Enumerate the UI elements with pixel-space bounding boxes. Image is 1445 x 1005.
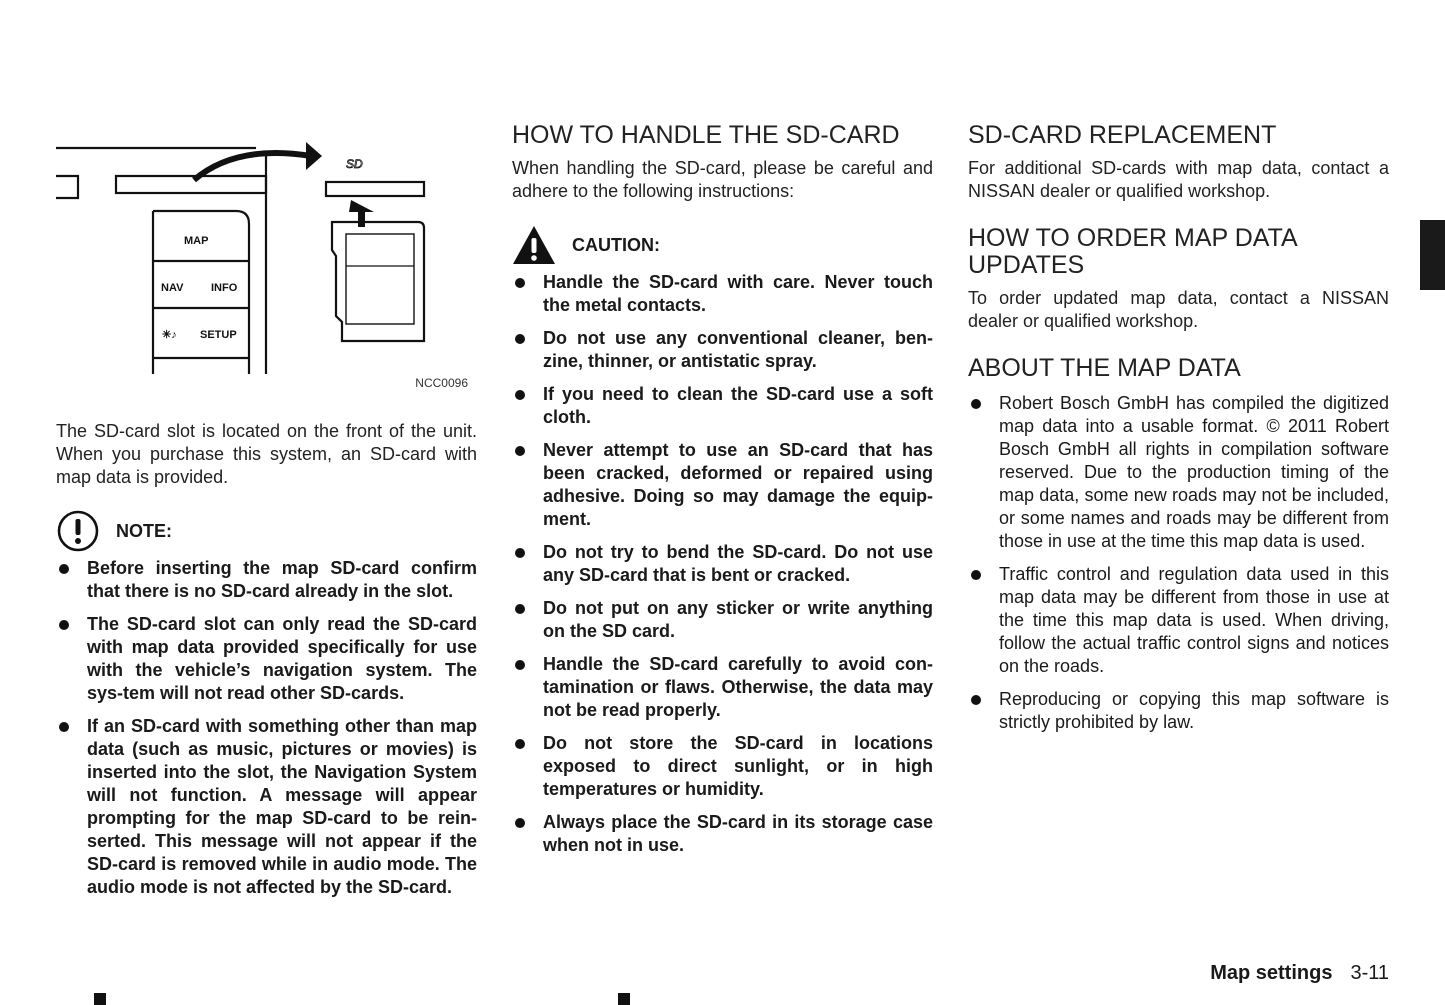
handle-sd-card-heading: HOW TO HANDLE THE SD-CARD bbox=[512, 121, 900, 149]
note-list bbox=[56, 557, 477, 899]
page-number: 3-11 bbox=[1350, 962, 1389, 984]
replacement-text: For additional SD-cards with map data, contact a NISSAN dealer or qualified workshop. bbox=[968, 158, 1389, 201]
caution-callout bbox=[512, 223, 933, 267]
list-item: If an SD-card with something other than map data (such as music, pictures or movies) is inserted into the slot, the Navigation System will not function. A message will appear prompting for the map SD-card to be rein-serted. This message will not appear if the SD-card is removed while in audio mode. The audio mode is not affected by the SD-card. bbox=[56, 715, 477, 899]
list-item: If you need to clean the SD-card use a soft cloth. bbox=[512, 383, 933, 429]
exclamation-circle-icon bbox=[56, 509, 100, 553]
list-item: Always place the SD-card in its storage case when not in use. bbox=[512, 811, 933, 857]
list-item: Before inserting the map SD-card confirm that there is no SD-card already in the slot. bbox=[56, 557, 477, 603]
warning-triangle-icon bbox=[512, 223, 556, 267]
crop-mark bbox=[618, 993, 630, 1005]
section-name: Map settings bbox=[1210, 962, 1333, 984]
figure-code: NCC0096 bbox=[415, 376, 468, 390]
note-callout bbox=[56, 509, 477, 553]
about-map-data-heading: ABOUT THE MAP DATA bbox=[968, 354, 1241, 382]
nav-button-label: NAV bbox=[161, 282, 184, 294]
chapter-tab bbox=[1420, 220, 1445, 290]
caution-list bbox=[512, 271, 933, 857]
note-label: NOTE: bbox=[116, 520, 172, 541]
list-item: Never attempt to use an SD-card that has been cracked, deformed or repaired using adhesive. Doing so may damage the equip-ment. bbox=[512, 439, 933, 531]
middle-column bbox=[512, 122, 933, 867]
brightness-icon: ✳♪ bbox=[162, 329, 177, 341]
list-item: Do not put on any sticker or write anything on the SD card. bbox=[512, 597, 933, 643]
list-item: Reproducing or copying this map software is strictly prohibited by law. bbox=[968, 688, 1389, 734]
list-item: Do not store the SD-card in locations exposed to direct sunlight, or in high temperatures or humidity. bbox=[512, 732, 933, 801]
sd-card-replacement-heading: SD-CARD REPLACEMENT bbox=[968, 121, 1277, 149]
list-item: Handle the SD-card carefully to avoid con-tamination or flaws. Otherwise, the data may not be read properly. bbox=[512, 653, 933, 722]
info-button-label: INFO bbox=[211, 282, 238, 294]
list-item: Handle the SD-card with care. Never touch the metal contacts. bbox=[512, 271, 933, 317]
list-item: Robert Bosch GmbH has compiled the digitized map data into a usable format. © 2011 Robert Bosch GmbH all rights in compilation software reserved. Due to the production timing of the map data, some new roads may not be included, or some names and roads may be different from those in use at the time this map data is used. bbox=[968, 392, 1389, 553]
left-column bbox=[56, 122, 477, 909]
setup-button-label: SETUP bbox=[200, 329, 237, 341]
list-item: Do not use any conventional cleaner, ben-zine, thinner, or antistatic spray. bbox=[512, 327, 933, 373]
handling-intro-text: When handling the SD-card, please be careful and adhere to the following instructions: bbox=[512, 158, 933, 201]
page-footer bbox=[1210, 962, 1389, 985]
order-map-data-heading: HOW TO ORDER MAP DATA UPDATES bbox=[968, 224, 1297, 279]
list-item: Do not try to bend the SD-card. Do not use any SD-card that is bent or cracked. bbox=[512, 541, 933, 587]
map-button-label: MAP bbox=[184, 235, 209, 247]
about-map-data-list bbox=[968, 392, 1389, 734]
right-column bbox=[968, 122, 1389, 744]
unit-diagram bbox=[56, 136, 476, 394]
crop-mark bbox=[94, 993, 106, 1005]
caution-label: CAUTION: bbox=[572, 234, 660, 255]
order-text: To order updated map data, contact a NISSAN dealer or qualified workshop. bbox=[968, 288, 1389, 331]
slot-location-text: The SD-card slot is located on the front of the unit. When you purchase this system, an SD-card with map data is provided. bbox=[56, 421, 477, 487]
sd-logo: SD bbox=[346, 157, 363, 171]
list-item: The SD-card slot can only read the SD-card with map data provided specifically for use with the vehicle’s navigation system. The sys-tem will not read other SD-cards. bbox=[56, 613, 477, 705]
list-item: Traffic control and regulation data used in this map data may be different from those in use at the time this map data is used. When driving, follow the actual traffic control signs and notices on the roads. bbox=[968, 563, 1389, 678]
sd-card-slot-illustration bbox=[56, 136, 476, 394]
